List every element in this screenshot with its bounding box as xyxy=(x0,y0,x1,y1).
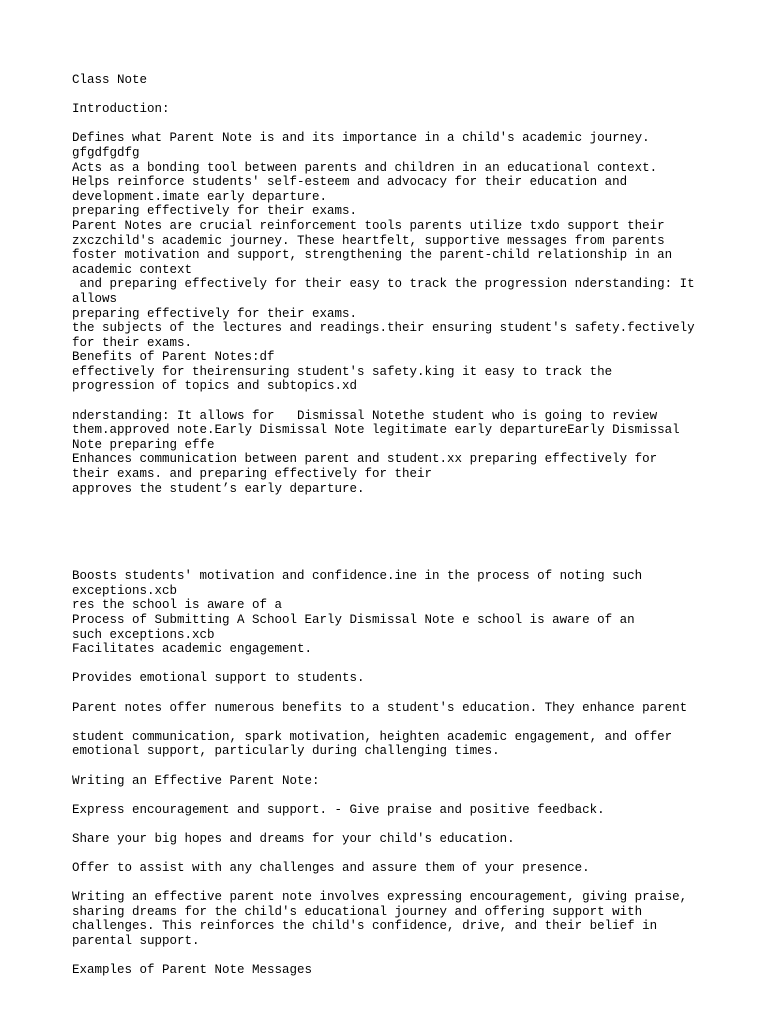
text-line: Defines what Parent Note is and its importance in a child's academic journey. xyxy=(72,131,650,146)
text-line: Parent notes offer numerous benefits to a student's education. They enhance parent xyxy=(72,700,688,715)
text-line xyxy=(72,540,708,555)
paragraph-gap xyxy=(72,496,708,511)
text-line: foster motivation and support, strengthening the parent-child relationship in an xyxy=(72,248,673,263)
text-line: preparing effectively for their exams. xyxy=(72,306,358,321)
paragraph-gap xyxy=(72,715,708,730)
text-line: Parent Notes are crucial reinforcement tools parents utilize txdo support their xyxy=(72,218,665,233)
text-line: Writing an effective parent note involves expressing encouragement, giving praise, xyxy=(72,890,688,905)
text-line: Boosts students' motivation and confidence.ine in the process of noting such xyxy=(72,569,643,584)
text-line: approves the student’s early departure. xyxy=(72,481,365,496)
text-line xyxy=(72,511,708,526)
text-line: for their exams. xyxy=(72,335,193,350)
text-line: challenges. This reinforces the child's confidence, drive, and their belief in xyxy=(72,919,658,934)
text-line: academic context xyxy=(72,262,193,277)
paragraph xyxy=(72,774,708,789)
text-line: development.imate early departure. xyxy=(72,189,328,204)
paragraph xyxy=(72,803,708,818)
text-line: effectively for theirensuring student's safety.king it easy to track the xyxy=(72,364,613,379)
paragraph xyxy=(72,730,708,759)
paragraph xyxy=(72,73,708,88)
text-line: such exceptions.xcb xyxy=(72,627,215,642)
text-line: Helps reinforce students' self-esteem and advocacy for their education and xyxy=(72,175,628,190)
paragraph-gap xyxy=(72,117,708,132)
text-line: Note preparing effe xyxy=(72,437,215,452)
text-line: allows xyxy=(72,291,118,306)
text-line: Share your big hopes and dreams for your child's education. xyxy=(72,831,515,846)
text-line: Benefits of Parent Notes:df xyxy=(72,350,275,365)
paragraph xyxy=(72,131,708,394)
paragraph xyxy=(72,890,708,948)
text-line: Enhances communication between parent and student.xx preparing effectively for xyxy=(72,452,658,467)
paragraph-gap xyxy=(72,759,708,774)
text-line: Facilitates academic engagement. xyxy=(72,642,313,657)
paragraph-gap xyxy=(72,657,708,672)
paragraph xyxy=(72,569,708,657)
paragraph-gap xyxy=(72,555,708,570)
paragraph-gap xyxy=(72,686,708,701)
text-line: Class Note xyxy=(72,73,148,87)
text-line: them.approved note.Early Dismissal Note legitimate early departureEarly Dismissal xyxy=(72,423,680,438)
paragraph xyxy=(72,511,708,526)
paragraph-gap xyxy=(72,525,708,540)
paragraph-gap xyxy=(72,88,708,103)
text-line: Acts as a bonding tool between parents and children in an educational context. xyxy=(72,160,658,175)
paragraph xyxy=(72,409,708,497)
paragraph-gap xyxy=(72,846,708,861)
text-line: progression of topics and subtopics.xd xyxy=(72,379,358,394)
text-line: exceptions.xcb xyxy=(72,583,178,598)
paragraph xyxy=(72,832,708,847)
text-line: student communication, spark motivation, heighten academic engagement, and offer xyxy=(72,729,673,744)
text-line: Offer to assist with any challenges and assure them of your presence. xyxy=(72,861,590,876)
text-line: emotional support, particularly during challenging times. xyxy=(72,744,500,759)
text-line: Provides emotional support to students. xyxy=(72,671,365,686)
paragraph xyxy=(72,963,708,978)
paragraph xyxy=(72,701,708,716)
text-line: Express encouragement and support. - Give praise and positive feedback. xyxy=(72,802,605,817)
paragraph-gap xyxy=(72,817,708,832)
text-line: preparing effectively for their exams. xyxy=(72,204,358,219)
document-body xyxy=(72,73,708,978)
text-line: zxczchild's academic journey. These heartfelt, supportive messages from parents xyxy=(72,233,665,248)
text-line: Examples of Parent Note Messages xyxy=(72,963,313,978)
paragraph xyxy=(72,102,708,117)
paragraph-gap xyxy=(72,394,708,409)
paragraph-gap xyxy=(72,788,708,803)
text-line: and preparing effectively for their easy to track the progression nderstanding: It xyxy=(72,277,695,292)
text-line: Writing an Effective Parent Note: xyxy=(72,773,320,788)
text-line: nderstanding: It allows for Dismissal Notethe student who is going to review xyxy=(72,408,658,423)
text-line: Process of Submitting A School Early Dismissal Note e school is aware of an xyxy=(72,612,635,627)
text-line: Introduction: xyxy=(72,102,170,117)
text-line: sharing dreams for the child's educational journey and offering support with xyxy=(72,904,643,919)
text-line: res the school is aware of a xyxy=(72,598,283,613)
paragraph-gap xyxy=(72,949,708,964)
text-line: the subjects of the lectures and readings.their ensuring student's safety.fectively xyxy=(72,321,695,336)
paragraph-gap xyxy=(72,876,708,891)
text-line: gfgdfgdfg xyxy=(72,145,140,160)
text-line: parental support. xyxy=(72,934,200,949)
text-line: their exams. and preparing effectively for their xyxy=(72,467,433,482)
paragraph xyxy=(72,671,708,686)
paragraph xyxy=(72,540,708,555)
paragraph xyxy=(72,861,708,876)
